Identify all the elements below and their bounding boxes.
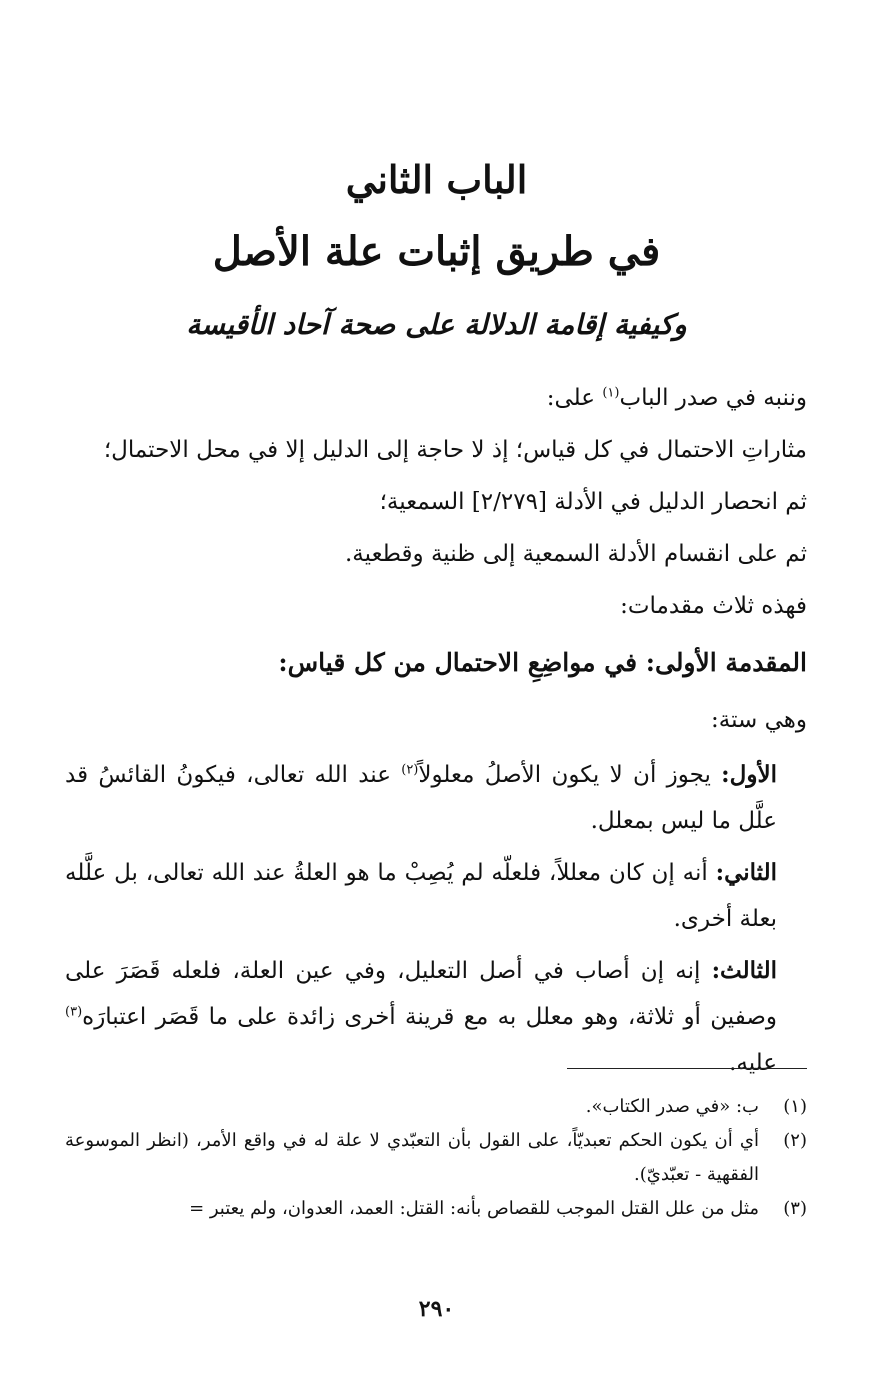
footnote-2 [65,1124,807,1192]
footnote-1 [65,1090,807,1124]
item-lead: الثالث: [711,957,777,984]
item-text-cont: عليه. [729,1050,777,1076]
footnote-ref-2: (٢) [401,762,419,778]
section-item-1 [65,752,807,844]
chapter-label: الباب الثاني [345,157,528,202]
intro-line-4: ثم على انقسام الأدلة السمعية إلى ظنية وقطعية. [345,541,807,567]
footnote-ref-1: (١) [602,385,620,401]
footnote-ref-3: (٣) [65,1004,83,1020]
intro-line-1-end: على: [546,385,603,411]
item-lead: الثاني: [715,859,777,886]
intro-line-1-text: وننبه في صدر الباب [619,385,807,411]
intro-line-3: ثم انحصار الدليل في الأدلة [٢/٢٧٩] السمعية؛ [379,489,807,515]
footnote-text: أي أن يكون الحكم تعبديّاً، على القول بأن التعبّدي لا علة له في واقع الأمر، (انظر الموسوعة الفقهية - تعبّديّ). [65,1130,759,1185]
footnote-number: (٣) [783,1198,807,1219]
section-heading: المقدمة الأولى: في مواضِعِ الاحتمال من كل قياس: [278,648,807,677]
chapter-subtitle: وكيفية إقامة الدلالة على صحة آحاد الأقيسة [186,308,687,341]
chapter-title: في طريق إثبات علة الأصل [212,228,661,275]
item-text: يجوز أن لا يكون الأصلُ معلولاً [418,762,722,788]
main-text [65,372,807,1086]
section-item-2 [65,850,807,942]
footnote-number: (٢) [783,1130,807,1151]
item-lead: الأول: [721,761,777,788]
item-text: إنه إن أصاب في أصل التعليل، وفي عين العلة، فلعله قَصَرَ على وصفين أو ثلاثة، وهو معلل به مع قرينة أخرى زائدة على ما قَصَر اعتبارَه [65,958,777,1030]
intro-line-1 [65,372,807,424]
section-item-3 [65,948,807,1086]
footnote-number: (١) [783,1096,807,1117]
footnote-divider [567,1068,807,1069]
footnotes [65,1090,807,1226]
intro-line-5: فهذه ثلاث مقدمات: [620,593,807,619]
item-text: أنه إن كان معللاً، فلعلّه لم يُصِبْ ما هو العلةُ عند الله تعالى، بل علَّله بعلة أخرى. [65,860,777,932]
item-text-cont: عند الله تعالى، فيكونُ القائسُ قد علَّل ما ليس بمعلل. [65,762,777,834]
footnote-text: ب: «في صدر الكتاب». [585,1096,759,1117]
intro-line-2: مثاراتِ الاحتمال في كل قياس؛ إذ لا حاجة إلى الدليل إلا في محل الاحتمال؛ [103,437,807,463]
footnote-text: مثل من علل القتل الموجب للقصاص بأنه: القتل: العمد، العدوان، ولم يعتبر = [189,1198,759,1219]
footnote-3 [65,1192,807,1226]
page-number: ٢٩٠ [418,1296,455,1322]
section-count-line: وهي ستة: [710,707,807,733]
